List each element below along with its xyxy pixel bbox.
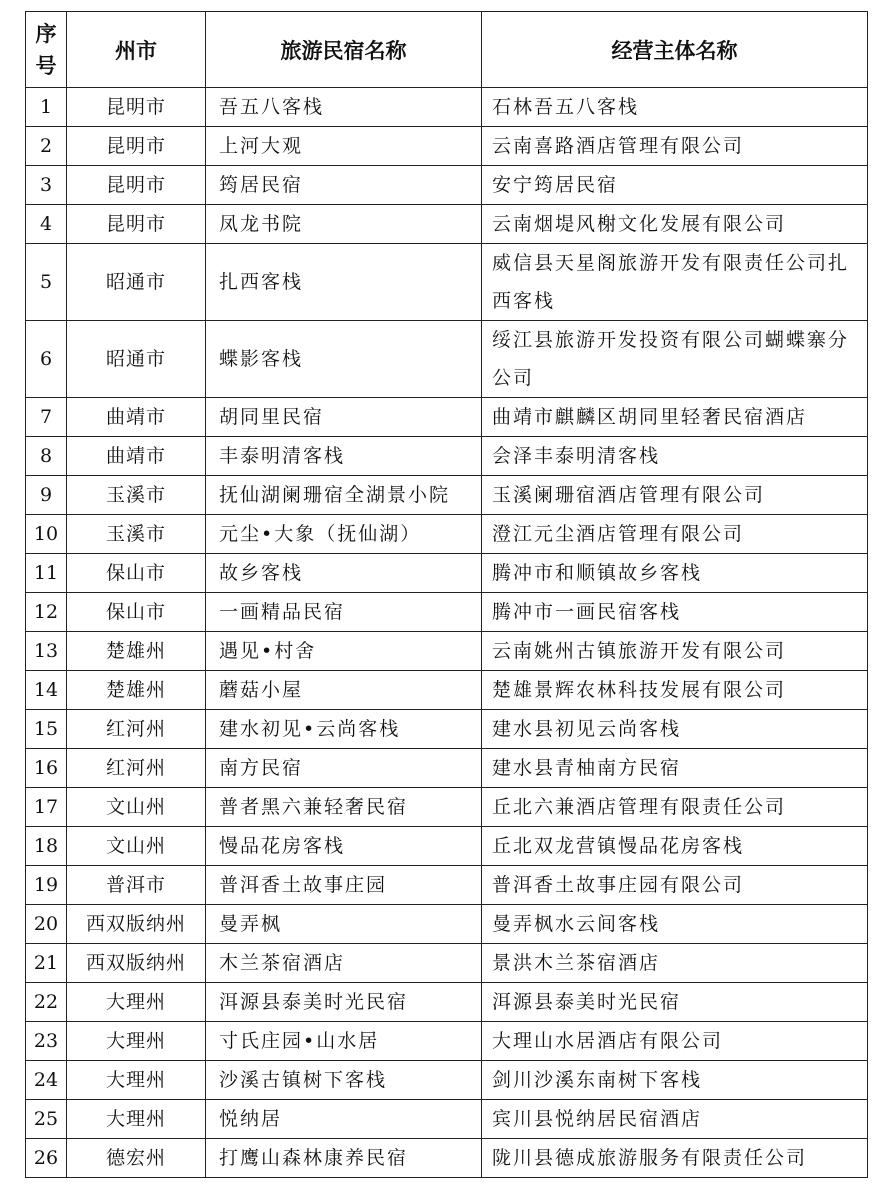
table-row [26,593,868,632]
row-operator-name: 澄江元尘酒店管理有限公司 [482,515,868,554]
row-city: 西双版纳州 [67,905,206,944]
row-operator-name: 宾川县悦纳居民宿酒店 [482,1100,868,1139]
row-index: 17 [26,788,67,827]
row-homestay-name: 抚仙湖阑珊宿全湖景小院 [206,476,482,515]
row-city: 保山市 [67,554,206,593]
row-index: 1 [26,88,67,127]
table-row [26,1100,868,1139]
row-operator-name: 玉溪阑珊宿酒店管理有限公司 [482,476,868,515]
row-index: 13 [26,632,67,671]
row-index: 9 [26,476,67,515]
table-row [26,166,868,205]
table-row [26,944,868,983]
row-homestay-name: 凤龙书院 [206,205,482,244]
row-city: 昭通市 [67,321,206,398]
row-operator-name: 丘北双龙营镇慢品花房客栈 [482,827,868,866]
row-index: 20 [26,905,67,944]
row-city: 大理州 [67,1061,206,1100]
row-homestay-name: 吾五八客栈 [206,88,482,127]
table-row [26,88,868,127]
table-row [26,476,868,515]
table-header-row [26,12,868,88]
row-city: 玉溪市 [67,476,206,515]
row-homestay-name: 建水初见•云尚客栈 [206,710,482,749]
row-homestay-name: 筠居民宿 [206,166,482,205]
table-row [26,827,868,866]
row-homestay-name: 洱源县泰美时光民宿 [206,983,482,1022]
row-homestay-name: 寸氏庄园•山水居 [206,1022,482,1061]
row-operator-name: 石林吾五八客栈 [482,88,868,127]
row-operator-name: 曲靖市麒麟区胡同里轻奢民宿酒店 [482,398,868,437]
table-row [26,205,868,244]
table-row [26,437,868,476]
row-index: 18 [26,827,67,866]
row-index: 19 [26,866,67,905]
row-homestay-name: 丰泰明清客栈 [206,437,482,476]
row-operator-name: 云南喜路酒店管理有限公司 [482,127,868,166]
row-homestay-name: 元尘•大象（抚仙湖） [206,515,482,554]
table-row [26,866,868,905]
document-page [25,11,868,1178]
row-operator-name: 腾冲市一画民宿客栈 [482,593,868,632]
table-row [26,749,868,788]
row-city: 楚雄州 [67,671,206,710]
table-body [26,88,868,1178]
row-index: 22 [26,983,67,1022]
row-operator-name: 洱源县泰美时光民宿 [482,983,868,1022]
row-index: 21 [26,944,67,983]
row-city: 昆明市 [67,205,206,244]
table-row [26,554,868,593]
row-operator-name: 建水县初见云尚客栈 [482,710,868,749]
row-operator-name: 陇川县德成旅游服务有限责任公司 [482,1139,868,1178]
row-index: 23 [26,1022,67,1061]
row-city: 昆明市 [67,127,206,166]
row-index: 24 [26,1061,67,1100]
row-city: 西双版纳州 [67,944,206,983]
row-operator-name: 楚雄景辉农林科技发展有限公司 [482,671,868,710]
row-index: 8 [26,437,67,476]
header-name: 旅游民宿名称 [206,12,482,88]
row-homestay-name: 慢品花房客栈 [206,827,482,866]
row-operator-name: 丘北六兼酒店管理有限责任公司 [482,788,868,827]
row-city: 普洱市 [67,866,206,905]
row-city: 德宏州 [67,1139,206,1178]
row-city: 文山州 [67,827,206,866]
row-homestay-name: 悦纳居 [206,1100,482,1139]
row-homestay-name: 扎西客栈 [206,244,482,321]
row-city: 玉溪市 [67,515,206,554]
row-city: 昆明市 [67,166,206,205]
row-homestay-name: 蝶影客栈 [206,321,482,398]
row-operator-name: 腾冲市和顺镇故乡客栈 [482,554,868,593]
table-row [26,905,868,944]
table-row [26,127,868,166]
row-index: 12 [26,593,67,632]
row-index: 3 [26,166,67,205]
table-row [26,1022,868,1061]
row-city: 昭通市 [67,244,206,321]
row-city: 红河州 [67,710,206,749]
table-row [26,671,868,710]
row-index: 15 [26,710,67,749]
row-homestay-name: 南方民宿 [206,749,482,788]
table-row [26,321,868,398]
row-city: 大理州 [67,1022,206,1061]
row-homestay-name: 上河大观 [206,127,482,166]
row-city: 红河州 [67,749,206,788]
row-operator-name: 曼弄枫水云间客栈 [482,905,868,944]
row-index: 10 [26,515,67,554]
row-operator-name: 安宁筠居民宿 [482,166,868,205]
table-row [26,983,868,1022]
table-row [26,244,868,321]
row-operator-name: 普洱香土故事庄园有限公司 [482,866,868,905]
row-homestay-name: 一画精品民宿 [206,593,482,632]
row-index: 14 [26,671,67,710]
table-row [26,1061,868,1100]
header-operator: 经营主体名称 [482,12,868,88]
homestay-table [25,11,868,1178]
row-homestay-name: 木兰茶宿酒店 [206,944,482,983]
row-operator-name: 剑川沙溪东南树下客栈 [482,1061,868,1100]
row-city: 曲靖市 [67,437,206,476]
row-homestay-name: 普者黑六兼轻奢民宿 [206,788,482,827]
row-operator-name: 威信县天星阁旅游开发有限责任公司扎西客栈 [482,244,868,321]
row-operator-name: 云南烟堤风榭文化发展有限公司 [482,205,868,244]
row-homestay-name: 遇见•村舍 [206,632,482,671]
table-row [26,398,868,437]
row-city: 大理州 [67,983,206,1022]
row-city: 大理州 [67,1100,206,1139]
row-homestay-name: 蘑菇小屋 [206,671,482,710]
row-operator-name: 大理山水居酒店有限公司 [482,1022,868,1061]
row-operator-name: 会泽丰泰明清客栈 [482,437,868,476]
row-operator-name: 云南姚州古镇旅游开发有限公司 [482,632,868,671]
row-city: 楚雄州 [67,632,206,671]
row-index: 25 [26,1100,67,1139]
row-index: 7 [26,398,67,437]
row-homestay-name: 故乡客栈 [206,554,482,593]
row-homestay-name: 打鹰山森林康养民宿 [206,1139,482,1178]
row-city: 保山市 [67,593,206,632]
row-operator-name: 绥江县旅游开发投资有限公司蝴蝶寨分公司 [482,321,868,398]
row-homestay-name: 曼弄枫 [206,905,482,944]
row-index: 5 [26,244,67,321]
table-row [26,1139,868,1178]
row-homestay-name: 胡同里民宿 [206,398,482,437]
row-city: 昆明市 [67,88,206,127]
row-index: 4 [26,205,67,244]
header-seq: 序号 [26,12,67,88]
row-index: 26 [26,1139,67,1178]
row-index: 11 [26,554,67,593]
row-index: 2 [26,127,67,166]
row-homestay-name: 普洱香土故事庄园 [206,866,482,905]
row-operator-name: 建水县青柚南方民宿 [482,749,868,788]
row-homestay-name: 沙溪古镇树下客栈 [206,1061,482,1100]
row-city: 文山州 [67,788,206,827]
table-row [26,515,868,554]
table-row [26,788,868,827]
row-index: 6 [26,321,67,398]
row-operator-name: 景洪木兰茶宿酒店 [482,944,868,983]
table-row [26,710,868,749]
header-city: 州市 [67,12,206,88]
row-index: 16 [26,749,67,788]
row-city: 曲靖市 [67,398,206,437]
table-row [26,632,868,671]
